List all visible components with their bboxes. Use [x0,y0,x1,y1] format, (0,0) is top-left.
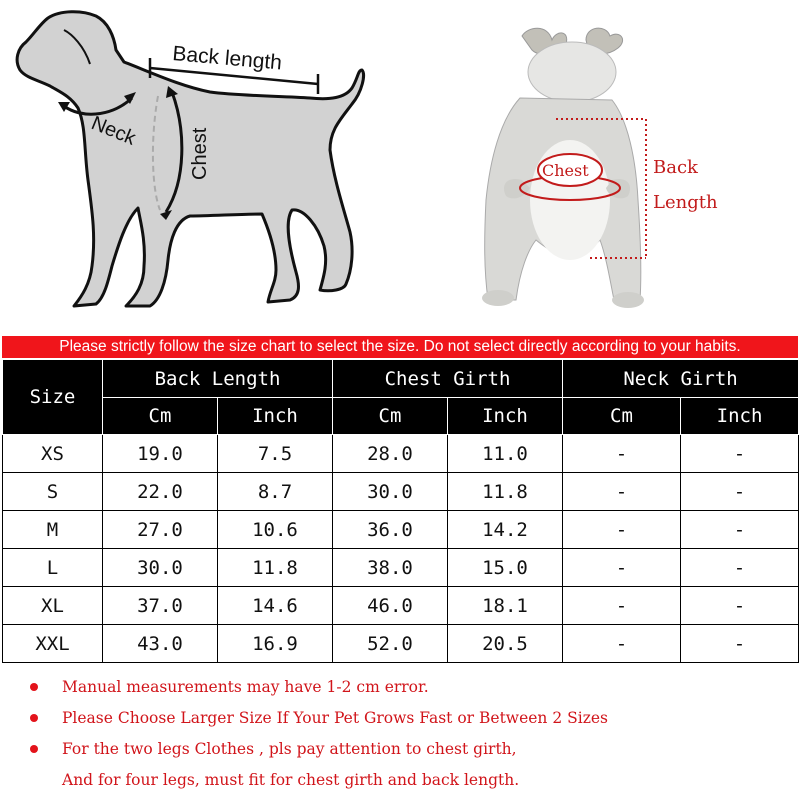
size-cell: M [3,511,103,549]
size-cell: XXL [3,625,103,663]
size-cell: XS [3,435,103,473]
measurement-cell: - [681,587,799,625]
table-row [3,587,799,625]
note-text: Manual measurements may have 1-2 cm error. [62,678,429,696]
measurement-cell: 22.0 [103,473,218,511]
size-chart-table [2,359,799,663]
table-row [3,511,799,549]
measurement-cell: - [563,587,681,625]
measurement-cell: - [681,473,799,511]
bullet-icon [30,683,38,691]
measurement-cell: - [563,511,681,549]
note-item [30,676,790,707]
measurement-cell: - [681,549,799,587]
dog-back-length-label: Back length [171,42,283,75]
measurement-cell: 15.0 [448,549,563,587]
costume-chest-label: Chest [542,161,589,180]
unit-header-inch: Inch [448,398,563,435]
size-cell: XL [3,587,103,625]
note-text: Please Choose Larger Size If Your Pet Grows Fast or Between 2 Sizes [62,709,608,727]
note-item [30,707,790,738]
costume-length-label: Length [653,192,718,213]
measurement-cell: 46.0 [333,587,448,625]
measurement-cell: - [563,435,681,473]
table-row [3,473,799,511]
size-cell: S [3,473,103,511]
measurement-cell: 28.0 [333,435,448,473]
measurement-cell: 11.0 [448,435,563,473]
measurement-cell: - [681,625,799,663]
unit-header-inch: Inch [218,398,333,435]
measurement-cell: 11.8 [448,473,563,511]
dog-neck-label: Neck [88,112,139,150]
measurement-cell: - [563,549,681,587]
unit-header-cm: Cm [333,398,448,435]
neck-girth-header: Neck Girth [563,360,799,398]
unit-header-cm: Cm [563,398,681,435]
measurement-cell: 18.1 [448,587,563,625]
unit-header-cm: Cm [103,398,218,435]
measurement-cell: 10.6 [218,511,333,549]
measurement-cell: 30.0 [103,549,218,587]
size-table-body [3,435,799,663]
measurement-cell: 27.0 [103,511,218,549]
note-text: For the two legs Clothes , pls pay attention to chest girth, [62,740,517,758]
table-row [3,435,799,473]
measurement-cell: 37.0 [103,587,218,625]
note-item [30,738,790,769]
table-row [3,549,799,587]
measurement-cell: 8.7 [218,473,333,511]
measurement-cell: 7.5 [218,435,333,473]
notes-list [30,676,790,800]
measurement-cell: 20.5 [448,625,563,663]
note-text: And for four legs, must fit for chest girth and back length. [62,771,520,789]
back-length-header: Back Length [103,360,333,398]
table-row [3,625,799,663]
measurement-cell: 43.0 [103,625,218,663]
bullet-icon [30,745,38,753]
measurement-cell: 19.0 [103,435,218,473]
size-column-header: Size [3,360,103,435]
measurement-cell: - [563,473,681,511]
chest-girth-header: Chest Girth [333,360,563,398]
measurement-cell: 36.0 [333,511,448,549]
unit-header-inch: Inch [681,398,799,435]
measurement-cell: 16.9 [218,625,333,663]
measurement-cell: - [563,625,681,663]
bullet-icon [30,714,38,722]
measurement-cell: - [681,511,799,549]
measurement-cell: - [681,435,799,473]
measurement-cell: 11.8 [218,549,333,587]
measurement-cell: 14.2 [448,511,563,549]
note-item-continuation [30,769,790,800]
measurement-cell: 30.0 [333,473,448,511]
size-warning-banner: Please strictly follow the size chart to select the size. Do not select directly according to your habits. [2,336,798,358]
size-cell: L [3,549,103,587]
measurement-illustration [0,0,800,338]
measurement-cell: 38.0 [333,549,448,587]
costume-back-label: Back [653,157,698,178]
dog-chest-label: Chest [189,127,211,180]
measurement-cell: 52.0 [333,625,448,663]
measurement-cell: 14.6 [218,587,333,625]
